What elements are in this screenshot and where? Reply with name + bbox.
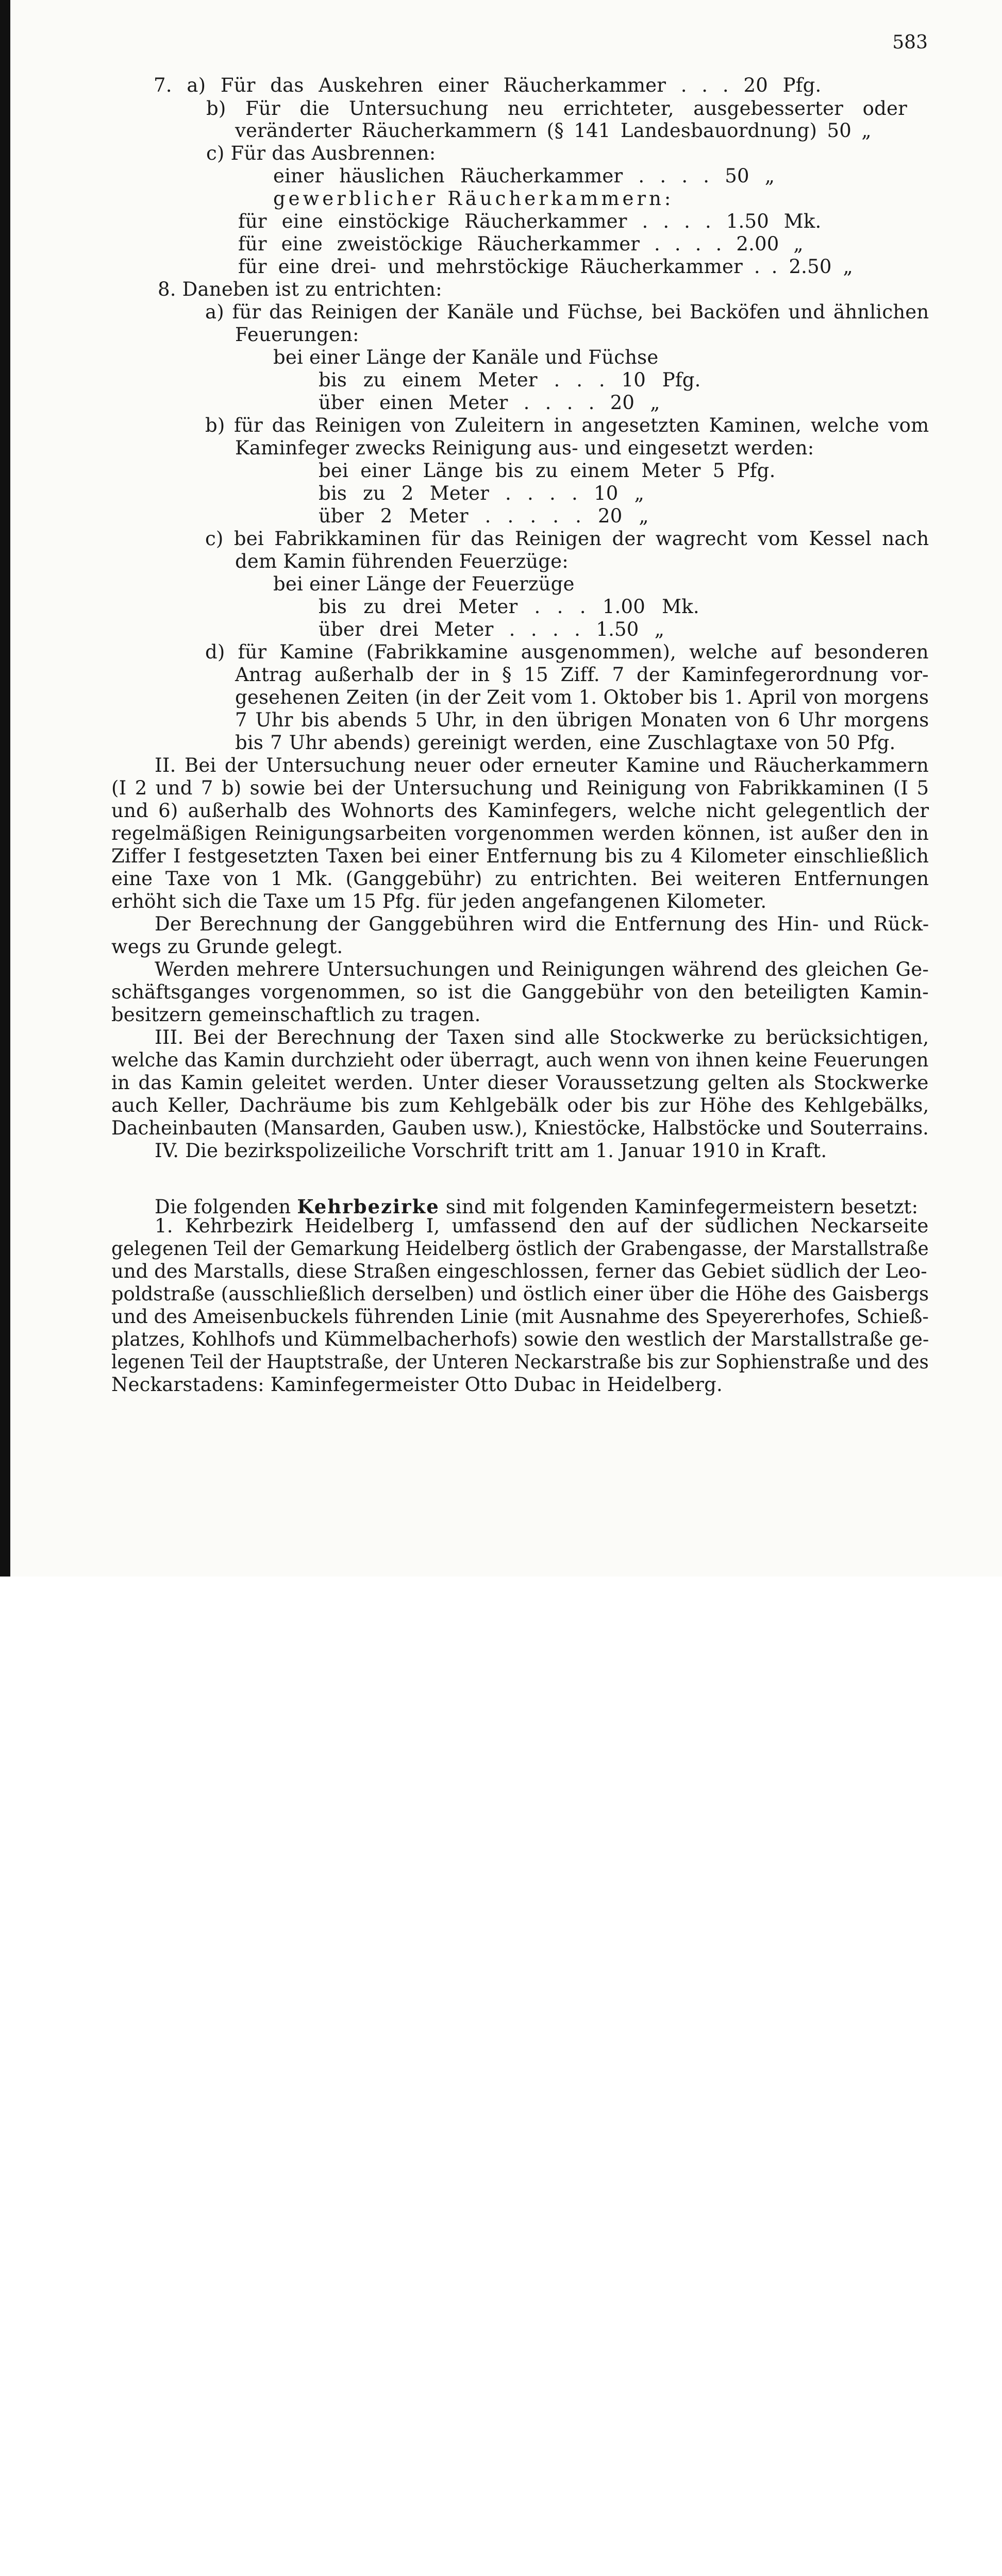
- text-line: d) für Kamine (Fabrikkamine ausgenommen), welche auf besonderen: [205, 641, 929, 663]
- text-line: und 6) außerhalb des Wohnorts des Kaminfegers, welche nicht gelegentlich der: [111, 800, 929, 822]
- text-line: gewerblicher Räucherkammern:: [273, 188, 674, 210]
- text-line: bis 7 Uhr abends) gereinigt werden, eine Zuschlagtaxe von 50 Pfg.: [235, 732, 896, 754]
- text-line: b) für das Reinigen von Zuleitern in angesetzten Kaminen, welche vom: [205, 414, 929, 436]
- text-line: Antrag außerhalb der in § 15 Ziff. 7 der Kaminfegerordnung vor-: [235, 664, 929, 686]
- text-line: IV. Die bezirkspolizeiliche Vorschrift tritt am 1. Januar 1910 in Kraft.: [155, 1140, 827, 1162]
- text-line: wegs zu Grunde gelegt.: [111, 936, 343, 958]
- text-line: und des Marstalls, diese Straßen eingeschlossen, ferner das Gebiet südlich der Leo-: [111, 1260, 927, 1282]
- text-line: gelegenen Teil der Gemarkung Heidelberg östlich der Grabengasse, der Marstallstraße: [111, 1238, 929, 1260]
- text-line: (I 2 und 7 b) sowie bei der Untersuchung und Reinigung von Fabrikkaminen (I 5: [111, 777, 929, 799]
- text-line: Ziffer I festgesetzten Taxen bei einer Entfernung bis zu 4 Kilometer einschließlich: [111, 845, 929, 867]
- text-line: über 2 Meter . . . . . 20 „: [319, 505, 649, 527]
- text-line: a) für das Reinigen der Kanäle und Füchse, bei Backöfen und ähnlichen: [205, 301, 929, 323]
- text-line: c) bei Fabrikkaminen für das Reinigen der wagrecht vom Kessel nach: [205, 528, 929, 550]
- text-line: b) Für die Untersuchung neu errichteter, ausgebesserter oder: [206, 97, 907, 120]
- text-line: Werden mehrere Untersuchungen und Reinigungen während des gleichen Ge-: [155, 958, 929, 980]
- text-line: III. Bei der Berechnung der Taxen sind alle Stockwerke zu berücksichtigen,: [155, 1026, 929, 1048]
- text-line: regelmäßigen Reinigungsarbeiten vorgenommen werden können, ist außer den in: [111, 822, 929, 844]
- text-line: dem Kamin führenden Feuerzüge:: [235, 550, 569, 572]
- text-line: Feuerungen:: [235, 324, 359, 346]
- heading-prefix: Die folgenden: [155, 1196, 297, 1218]
- scan-edge: [0, 0, 10, 1577]
- text-line: veränderter Räucherkammern (§ 141 Landesbauordnung) 50 „: [235, 120, 872, 142]
- text-line: besitzern gemeinschaftlich zu tragen.: [111, 1004, 481, 1026]
- text-line: bei einer Länge bis zu einem Meter 5 Pfg.: [319, 460, 776, 482]
- text-line: Dacheinbauten (Mansarden, Gauben usw.), Kniestöcke, Halbstöcke und Souterrains.: [111, 1117, 929, 1139]
- text-line: bis zu einem Meter . . . 10 Pfg.: [319, 369, 701, 391]
- text-line: c) Für das Ausbrennen:: [206, 142, 436, 164]
- page-number: 583: [892, 32, 928, 53]
- heading-suffix: sind mit folgenden Kaminfegermeistern besetzt:: [439, 1196, 918, 1218]
- text-line: für eine einstöckige Räucherkammer . . . . 1.50 Mk.: [238, 210, 822, 232]
- text-line: erhöht sich die Taxe um 15 Pfg. für jeden angefangenen Kilometer.: [111, 890, 767, 912]
- text-line: auch Keller, Dachräume bis zum Kehlgebälk oder bis zur Höhe des Kehlgebälks,: [111, 1094, 929, 1116]
- text-line: schäftsganges vorgenommen, so ist die Ganggebühr von den beteiligten Kamin-: [111, 981, 929, 1003]
- text-line: II. Bei der Untersuchung neuer oder erneuter Kamine und Räucherkammern: [155, 754, 929, 776]
- heading-bold-term: Kehrbezirke: [297, 1195, 440, 1218]
- text-line: platzes, Kohlhofs und Kümmelbacherhofs) sowie den westlich der Marstallstraße ge-: [111, 1328, 929, 1350]
- text-line: 1. Kehrbezirk Heidelberg I, umfassend den auf der südlichen Neckarseite: [155, 1215, 929, 1237]
- text-line: über einen Meter . . . . 20 „: [319, 392, 660, 414]
- text-line: welche das Kamin durchzieht oder überragt, auch wenn von ihnen keine Feuerungen: [111, 1049, 929, 1071]
- viewer-footer: [0, 1577, 1002, 1651]
- text-line: 7 Uhr bis abends 5 Uhr, in den übrigen Monaten von 6 Uhr morgens: [235, 709, 929, 731]
- text-line: Kaminfeger zwecks Reinigung aus- und eingesetzt werden:: [235, 437, 814, 459]
- text-line: poldstraße (ausschließlich derselben) und östlich einer über die Höhe des Gaisbergs: [111, 1283, 929, 1305]
- text-line: legenen Teil der Hauptstraße, der Unteren Neckarstraße bis zur Sophienstraße und des: [111, 1351, 929, 1373]
- text-line: für eine zweistöckige Räucherkammer . . . . 2.00 „: [238, 233, 804, 255]
- text-line: über drei Meter . . . . 1.50 „: [319, 618, 665, 640]
- text-line: bei einer Länge der Kanäle und Füchse: [273, 346, 659, 368]
- text-line: bis zu drei Meter . . . 1.00 Mk.: [319, 596, 699, 618]
- text-line: eine Taxe von 1 Mk. (Ganggebühr) zu entrichten. Bei weiteren Entfernungen: [111, 868, 929, 890]
- text-line: und des Ameisenbuckels führenden Linie (mit Ausnahme des Speyererhofes, Schieß-: [111, 1306, 929, 1328]
- text-line: Der Berechnung der Ganggebühren wird die Entfernung des Hin- und Rück-: [155, 913, 929, 935]
- text-line: 8. Daneben ist zu entrichten:: [158, 278, 442, 300]
- text-line: bis zu 2 Meter . . . . 10 „: [319, 482, 644, 504]
- text-line: bei einer Länge der Feuerzüge: [273, 573, 575, 595]
- text-line: für eine drei- und mehrstöckige Räucherkammer . . 2.50 „: [238, 256, 853, 278]
- text-line: einer häuslichen Räucherkammer . . . . 50 „: [273, 165, 775, 187]
- text-line: Neckarstadens: Kaminfegermeister Otto Dubac in Heidelberg.: [111, 1374, 723, 1396]
- text-line: 7. a) Für das Auskehren einer Räucherkammer . . . 20 Pfg.: [154, 74, 822, 96]
- text-line: gesehenen Zeiten (in der Zeit vom 1. Oktober bis 1. April von morgens: [235, 686, 929, 708]
- text-line: in das Kamin geleitet werden. Unter dieser Voraussetzung gelten als Stockwerke: [111, 1072, 929, 1094]
